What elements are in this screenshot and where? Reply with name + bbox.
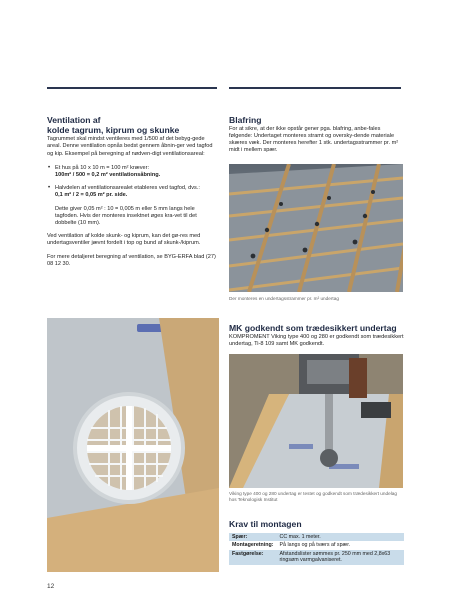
ventilation-calc-note: Dette giver 0,05 m² : 10 = 0,005 m eller 5 mm langs hele tagfoden. Hvis der monteres insektnet øges kra-vet til det dobbelte (10 mm). — [55, 205, 197, 227]
bullet-text: Halvdelen af ventilationsarealet etableres ved tagfod, dvs.: — [55, 185, 200, 192]
krav-value: På langs og på tværs af spær. — [277, 541, 405, 549]
krav-section — [229, 519, 405, 565]
krav-table — [229, 533, 404, 565]
table-row — [229, 550, 404, 565]
ventilation-para-byg-erfa: For mere detaljeret beregning af ventilation, se BYG-ERFA blad (27) 08 12 30. — [47, 253, 216, 267]
table-row — [229, 533, 404, 541]
top-rule-left — [47, 87, 217, 89]
krav-heading: Krav til montagen — [229, 519, 302, 529]
top-rule-right — [229, 87, 401, 89]
krav-key: Spær: — [229, 533, 277, 541]
krav-value: Afstandslister sømmes pr. 250 mm med 2,8x63 ringsøm varmgalvaniseret. — [277, 550, 405, 565]
bullet-item — [47, 165, 219, 179]
vent-photo — [47, 318, 219, 572]
page-number: 12 — [47, 583, 55, 590]
bullet-formula: 100m² / 500 = 0,2 m² ventilationsåbning. — [55, 172, 161, 178]
ventilation-bullets — [47, 165, 219, 200]
ventilation-intro: Tagrummet skal mindst ventileres med 1/500 af det bebyg-gede areal. Denne ventilation opnås bedst gennem åbnin-ger ved tagfod og kip. Eksempel på beregning af nødven-digt ventilationsareal: — [47, 136, 213, 157]
vent-image — [47, 318, 219, 572]
ventilation-section — [47, 116, 219, 274]
krav-key: Montageretning: — [229, 541, 277, 549]
roof-underlay-photo — [229, 164, 403, 292]
roof-underlay-image — [229, 164, 403, 292]
mk-section — [229, 324, 405, 348]
krav-value: CC max. 1 meter. — [277, 533, 405, 541]
blafring-heading: Blafring — [229, 115, 262, 125]
krav-key: Fastgørelse: — [229, 550, 277, 565]
impact-photo-caption: Viking type 400 og 280 undertag er testet og godkendt som trædesikkert undelag hos Teknologisk Institut — [229, 491, 397, 502]
blafring-text: For at sikre, at der ikke opstår gener pga. blafring, anbe-fales følgende: Undertaget monteres stramt og oversky-dende materiale skæres væk. Der monteres herefter 1 stk. undertagsstrammer pr. m² midt i mellem spær. — [229, 125, 399, 154]
impact-test-image — [229, 354, 403, 488]
ventilation-heading-line1: Ventilation af — [47, 115, 101, 125]
roof-photo-caption: Der monteres en undertagsstrammer pr. m² undertag — [229, 296, 339, 301]
table-row — [229, 541, 404, 549]
bullet-item — [47, 185, 219, 199]
impact-test-photo — [229, 354, 403, 488]
blafring-section — [229, 116, 405, 154]
bullet-text: Et hus på 10 x 10 m = 100 m² kræver: — [55, 164, 150, 171]
mk-heading: MK godkendt som trædesikkert undertag — [229, 323, 397, 333]
bullet-formula: 0,1 m² / 2 = 0,05 m² pr. side. — [55, 192, 128, 199]
mk-text: KOMPROMENT Viking type 400 og 280 er godkendt som trædesikkert undertag, Ti-8 109 samt MK godkendt. — [229, 333, 404, 347]
ventilation-heading — [47, 116, 219, 135]
ventilation-para-skunk: Ved ventilation af kolde skunk- og kiprum, kan det gø-res med undertagsventiler jævnt fordelt i top og bund af skunk-/kiprum. — [47, 233, 201, 247]
ventilation-heading-line2: kolde tagrum, kiprum og skunke — [47, 124, 180, 135]
